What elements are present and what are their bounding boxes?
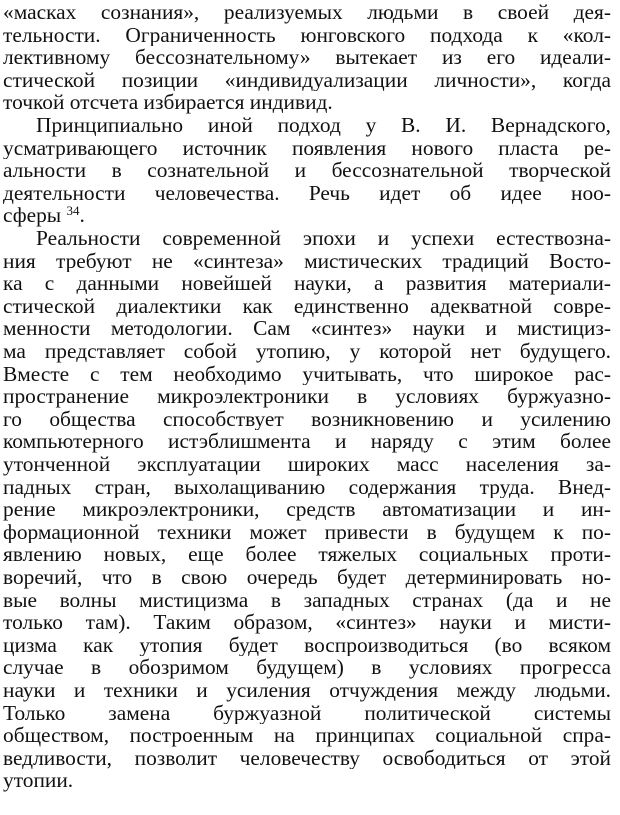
text-line: го общества способствует возникновению и усилению bbox=[3, 407, 611, 431]
text-line: обществом, построенным на принципах социальной спра- bbox=[3, 724, 611, 747]
text-line: компьютерного истэблишмента и наряду с этим более bbox=[3, 430, 611, 453]
text-line: утопии. bbox=[3, 769, 74, 792]
text-line: рение микроэлектроники, средств автоматизации и ин- bbox=[3, 498, 611, 521]
text-line: случае в обозримом будущем) в условиях прогресса bbox=[3, 656, 611, 679]
text-fragment: сферы bbox=[3, 204, 67, 227]
text-line: менности методологии. Сам «синтез» науки и мистициз- bbox=[3, 317, 611, 340]
text-line: стической позиции «индивидуализации личности», когда bbox=[3, 68, 611, 92]
text-line: Вместе с тем необходимо учитывать, что широкое рас- bbox=[3, 362, 611, 386]
text-line: усматривающего источник появления нового пласта ре- bbox=[3, 136, 611, 160]
text-line: утонченной эксплуатации широких масс населения за- bbox=[3, 453, 611, 476]
text-line: ма представляет собой утопию, у которой нет будущего. bbox=[3, 340, 611, 363]
text-line: Реальности современной эпохи и успехи естествозна- bbox=[36, 227, 611, 250]
text-line: ния требуют не «синтеза» мистических традиций Восто- bbox=[3, 249, 611, 273]
text-line: альности в сознательной и бессознательной творческой bbox=[3, 159, 611, 182]
text-line: явлению новых, еще более тяжелых социальных проти- bbox=[3, 543, 611, 566]
text-line: воречий, что в свою очередь будет детерминировать но- bbox=[3, 566, 611, 589]
text-line: ка с данными новейшей науки, а развития материали- bbox=[3, 272, 611, 295]
text-fragment: . bbox=[79, 204, 85, 227]
text-line: Только замена буржуазной политической системы bbox=[3, 701, 611, 725]
text-line: деятельности человечества. Речь идет об идее ноо- bbox=[3, 181, 611, 205]
text-line: только там). Таким образом, «синтез» науки и мисти- bbox=[3, 611, 611, 634]
text-line: цизма как утопия будет воспроизводиться (во всяком bbox=[3, 633, 611, 657]
text-line: точкой отсчета избирается индивид. bbox=[3, 91, 333, 114]
text-line: «масках сознания», реализуемых людьми в своей дея- bbox=[3, 1, 611, 24]
text-line: Принципиально иной подход у В. И. Вернадского, bbox=[36, 114, 611, 137]
text-line: науки и техники и усиления отчуждения между людьми. bbox=[3, 679, 611, 702]
text-line: падных стран, выхолащиванию содержания труда. Внед- bbox=[3, 475, 611, 499]
text-line: тельности. Ограниченность юнговского подхода к «кол- bbox=[3, 23, 611, 47]
text-line: ведливости, позволит человечеству освободиться от этой bbox=[3, 746, 611, 770]
text-line: формационной техники может привести в будущем к по- bbox=[3, 520, 611, 544]
text-line: стической диалектики как единственно адекватной совре- bbox=[3, 294, 611, 318]
text-line: пространение микроэлектроники в условиях буржуазно- bbox=[3, 385, 611, 408]
footnote-marker: 34 bbox=[66, 204, 80, 219]
text-line bbox=[3, 204, 611, 227]
text-line: вые волны мистицизма в западных странах (да и не bbox=[3, 588, 611, 612]
text-line: лективному бессознательному» вытекает из его идеали- bbox=[3, 46, 611, 69]
